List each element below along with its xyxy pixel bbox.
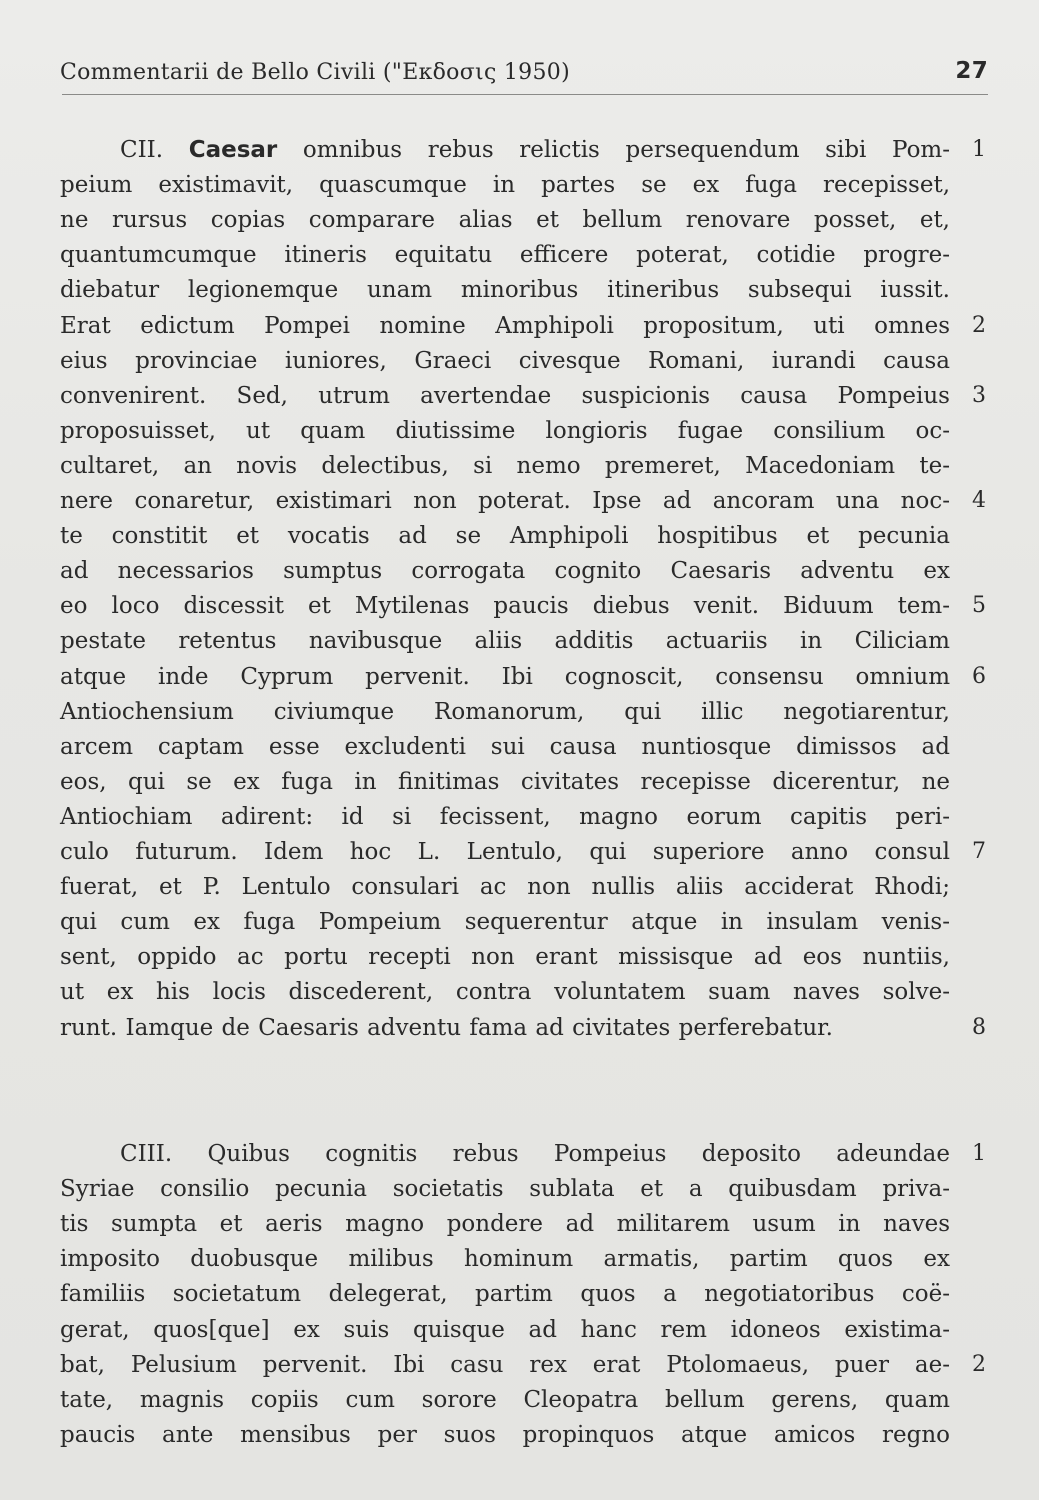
text-line xyxy=(60,624,950,658)
text-line xyxy=(60,344,950,378)
text-line xyxy=(60,1348,950,1382)
line-text: qui cum ex fuga Pompeium sequerentur atque in insulam venis- xyxy=(60,909,950,936)
page-number: 27 xyxy=(955,58,988,84)
text-line xyxy=(60,519,950,553)
text-line xyxy=(60,1011,950,1045)
text-line xyxy=(120,1137,950,1171)
line-text: sent, oppido ac portu recepti non erant missisque ad eos nuntiis, xyxy=(60,944,950,971)
line-text: runt. Iamque de Caesaris adventu fama ad civitates perferebatur. xyxy=(60,1014,833,1041)
line-text: nere conaretur, existimari non poterat. Ipse ad ancoram una noc- xyxy=(60,488,950,514)
text-line xyxy=(60,975,950,1009)
line-text: Antiochensium civiumque Romanorum, qui illic negotiarentur, xyxy=(60,698,950,725)
line-text: Antiochiam adirent: id si fecissent, magno eorum capitis peri- xyxy=(60,803,950,830)
text-line xyxy=(60,589,950,623)
running-head xyxy=(60,56,988,92)
text-line xyxy=(60,414,950,448)
section-number: 1 xyxy=(972,137,986,162)
line-text: culo futurum. Idem hoc L. Lentulo, qui superiore anno consul xyxy=(60,839,950,865)
line-text: gerat, quos[que] ex suis quisque ad hanc rem idoneos existima- xyxy=(60,1316,950,1343)
chapter-label: CIII. xyxy=(120,1141,173,1167)
line-text: quantumcumque itineris equitatu efficere poterat, cotidie progre- xyxy=(60,242,950,269)
line-text: proposuisset, ut quam diutissime longioris fugae consilium oc- xyxy=(60,417,950,444)
text-line xyxy=(60,1383,950,1417)
text-line xyxy=(60,1207,950,1241)
text-line xyxy=(120,133,950,167)
text-line xyxy=(60,730,950,764)
text-line xyxy=(60,1242,950,1276)
line-text: peium existimavit, quascumque in partes se ex fuga recepisset, xyxy=(60,172,950,199)
text-line xyxy=(60,449,950,483)
line-text: eos, qui se ex fuga in finitimas civitates recepisse dicerentur, ne xyxy=(60,768,950,795)
line-text: pestate retentus navibusque aliis additis actuariis in Ciliciam xyxy=(60,628,950,655)
line-text: tate, magnis copiis cum sorore Cleopatra bellum gerens, quam xyxy=(60,1386,950,1413)
section-number: 7 xyxy=(972,839,986,864)
chapter-label: CII. xyxy=(120,137,164,163)
text-line xyxy=(60,1172,950,1206)
text-line xyxy=(60,800,950,834)
section-number: 2 xyxy=(972,1351,986,1377)
line-text: paucis ante mensibus per suos propinquos atque amicos regno xyxy=(60,1421,950,1448)
line-text: cultaret, an novis delectibus, si nemo premeret, Macedoniam te- xyxy=(60,452,950,479)
text-line xyxy=(60,905,950,939)
section-number: 5 xyxy=(972,593,986,619)
text-line xyxy=(60,379,950,413)
text-line xyxy=(60,870,950,904)
line-text: convenirent. Sed, utrum avertendae suspicionis causa Pompeius xyxy=(60,382,950,409)
line-text: atque inde Cyprum pervenit. Ibi cognoscit, consensu omnium xyxy=(60,663,950,690)
line-text: ad necessarios sumptus corrogata cognito Caesaris adventu ex xyxy=(60,558,950,585)
text-line xyxy=(60,765,950,799)
text-line xyxy=(60,203,950,237)
text-line xyxy=(60,309,950,343)
text-line xyxy=(60,484,950,518)
line-text: Erat edictum Pompei nomine Amphipoli propositum, uti omnes xyxy=(60,312,950,339)
text-line xyxy=(60,660,950,694)
line-text: omnibus rebus relictis persequendum sibi Pom- xyxy=(302,137,950,163)
text-line xyxy=(60,940,950,974)
lead-word: Caesar xyxy=(188,137,278,163)
line-text: eo loco discessit et Mytilenas paucis diebus venit. Biduum tem- xyxy=(60,593,950,620)
text-line xyxy=(60,835,950,869)
line-text: ut ex his locis discederent, contra voluntatem suam naves solve- xyxy=(60,979,950,1006)
text-line xyxy=(60,168,950,202)
section-number: 1 xyxy=(972,1141,986,1166)
text-line xyxy=(60,273,950,307)
line-text: fuerat, et P. Lentulo consulari ac non nullis aliis acciderat Rhodi; xyxy=(60,874,950,901)
line-text: imposito duobusque milibus hominum armatis, partim quos ex xyxy=(60,1246,950,1273)
line-text: eius provinciae iuniores, Graeci civesque Romani, iurandi causa xyxy=(60,347,950,374)
line-text: te constitit et vocatis ad se Amphipoli hospitibus et pecunia xyxy=(60,523,950,550)
text-line xyxy=(60,1313,950,1347)
line-text: familiis societatum delegerat, partim quos a negotiatoribus coë- xyxy=(60,1281,950,1308)
section-number: 2 xyxy=(972,312,986,338)
text-line xyxy=(60,1418,950,1452)
line-text: ne rursus copias comparare alias et bellum renovare posset, et, xyxy=(60,207,950,234)
text-line xyxy=(60,238,950,272)
line-text: arcem captam esse excludenti sui causa nuntiosque dimissos ad xyxy=(60,733,950,760)
text-line xyxy=(60,554,950,588)
line-text: tis sumpta et aeris magno pondere ad militarem usum in naves xyxy=(60,1211,950,1238)
section-number: 6 xyxy=(972,663,986,689)
text-line xyxy=(60,1277,950,1311)
line-text: Syriae consilio pecunia societatis sublata et a quibusdam priva- xyxy=(60,1176,950,1203)
text-line xyxy=(60,695,950,729)
section-number: 3 xyxy=(972,382,986,408)
line-text: bat, Pelusium pervenit. Ibi casu rex erat Ptolomaeus, puer ae- xyxy=(60,1351,950,1378)
section-number: 8 xyxy=(972,1014,986,1040)
line-text: diebatur legionemque unam minoribus itineribus subsequi iussit. xyxy=(60,277,950,304)
header-rule xyxy=(62,94,988,95)
section-number: 4 xyxy=(972,488,986,513)
running-head-title: Commentarii de Bello Civili ("Εκδοσις 1950) xyxy=(60,60,570,85)
line-text: Quibus cognitis rebus Pompeius deposito adeundae xyxy=(207,1141,950,1167)
